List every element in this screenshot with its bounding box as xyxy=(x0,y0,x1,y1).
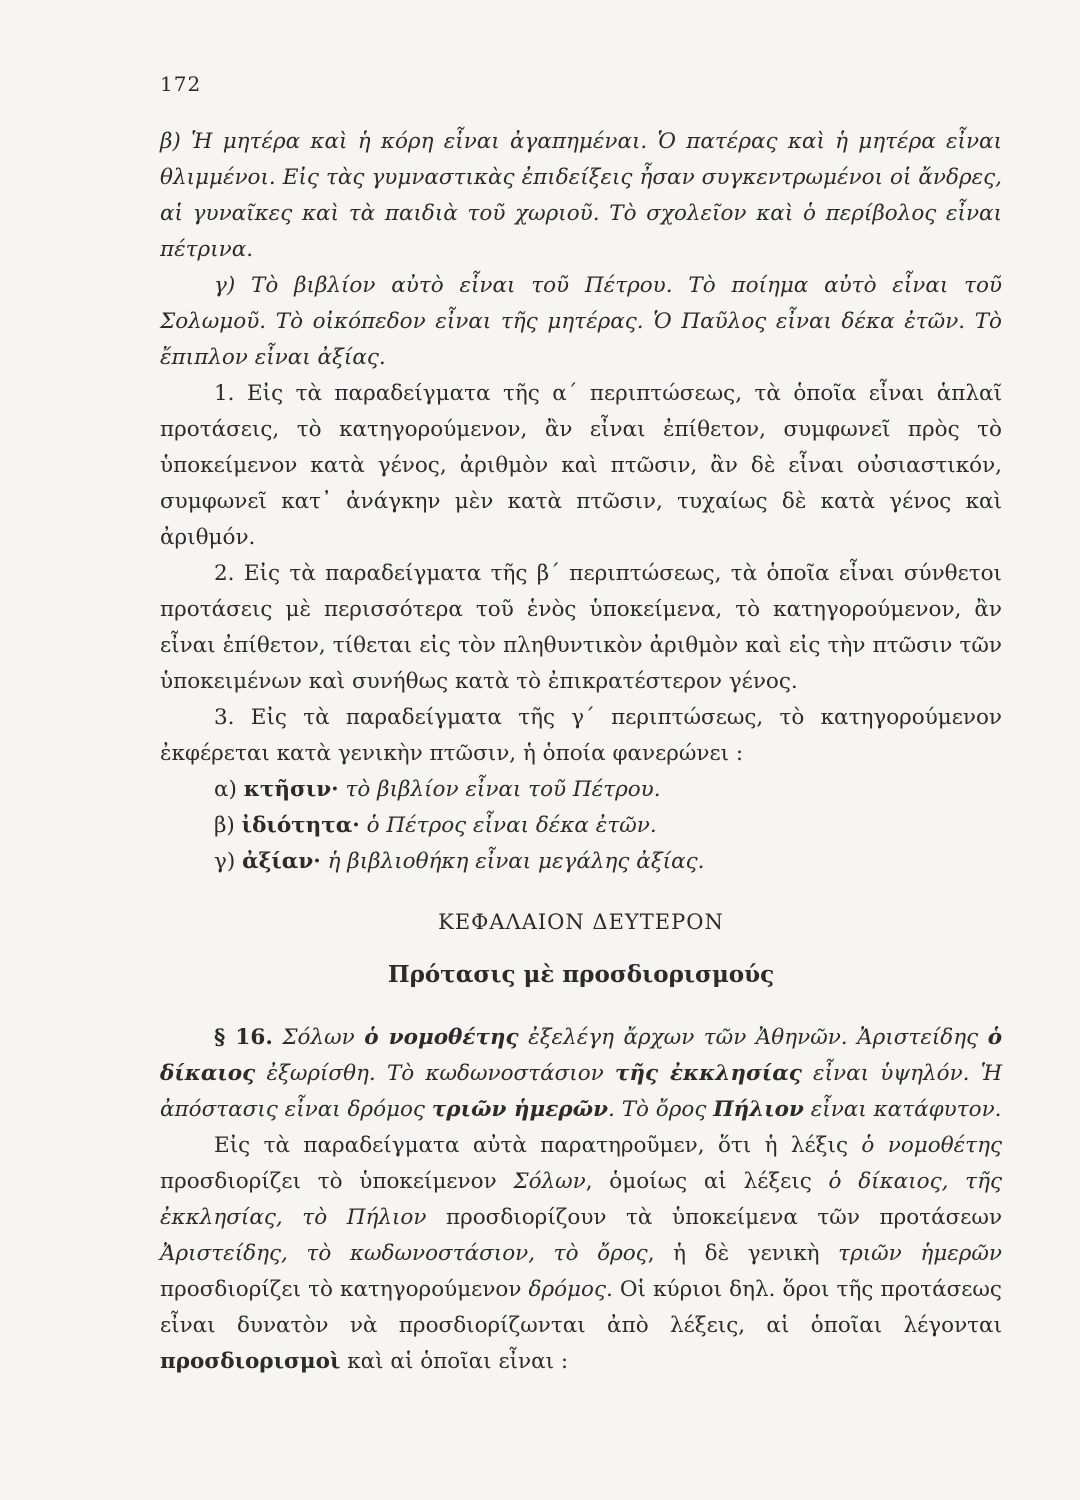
example-text: . xyxy=(608,1097,615,1122)
example-text: Ἀριστείδης xyxy=(857,1025,979,1050)
section-number: § 16. xyxy=(214,1025,273,1050)
list-example: ἡ βιβλιοθήκη εἶναι μεγάλης ἀξίας. xyxy=(327,849,705,874)
text-run: προσδιορίζει τὸ κατηγορούμενον xyxy=(160,1277,522,1302)
text-run: . Οἱ κύριοι δηλ. ὅροι τῆς προτάσεως εἶναι δυνατὸν νὰ προσδιορίζωνται ἀπὸ λέξεις, αἱ ὁποῖαι λέγονται xyxy=(160,1277,1002,1338)
list-item xyxy=(160,808,1002,844)
section-16-examples xyxy=(160,1020,1002,1128)
text-run: Εἰς τὰ παραδείγματα αὐτὰ παρατηροῦμεν, ὅτι ἡ λέξις xyxy=(214,1133,848,1158)
list-example: τὸ βιβλίον εἶναι τοῦ Πέτρου. xyxy=(345,777,661,802)
rule-3: 3. Εἰς τὰ παραδείγματα τῆς γ΄ περιπτώσεως, τὸ κατηγορούμενον ἐκφέρεται κατὰ γενικὴν πτῶσιν, ἡ ὁποία φανερώνει : xyxy=(160,705,1002,766)
list-marker: α) xyxy=(214,777,237,802)
page-number: 172 xyxy=(160,72,202,96)
list-term: κτῆσιν· xyxy=(243,777,339,802)
italic-term: Σόλων xyxy=(513,1169,586,1194)
example-highlight: ὁ νομοθέτης xyxy=(364,1025,519,1050)
list-marker: γ) xyxy=(214,849,236,874)
italic-term: Ἀριστείδης, τὸ κωδωνοστάσιον, τὸ ὄρος xyxy=(160,1241,648,1266)
list-item xyxy=(160,844,1002,880)
text-run: , ὁμοίως αἱ λέξεις xyxy=(585,1169,812,1194)
example-text: ἐξελέγη ἄρχων τῶν Ἀθηνῶν. xyxy=(528,1025,848,1050)
italic-term: δρόμος xyxy=(528,1277,606,1302)
section-title: Πρότασις μὲ προσδιορισμούς xyxy=(387,961,775,988)
explanation-paragraph xyxy=(160,1128,1002,1380)
rule-2: 2. Εἰς τὰ παραδείγματα τῆς β΄ περιπτώσεως, τὰ ὁποῖα εἶναι σύνθετοι προτάσεις μὲ περισσότερα τοῦ ἑνὸς ὑποκείμενα, τὸ κατηγορούμενον, ἂν εἶναι ἐπίθετον, τίθεται εἰς τὸν πληθυντικὸν ἀριθμὸν καὶ εἰς τὴν πτῶσιν τῶν ὑποκειμένων καὶ συνήθως κατὰ τὸ ἐπικρατέστερον γένος. xyxy=(160,561,1002,694)
text-run: προσδιορίζουν τὰ ὑποκείμενα τῶν προτάσεων xyxy=(445,1205,1003,1230)
example-highlight: τριῶν ἡμερῶν xyxy=(431,1097,608,1122)
list-item xyxy=(160,772,1002,808)
example-highlight: Πήλιον xyxy=(713,1097,804,1122)
list-term: ἰδιότητα· xyxy=(241,813,360,838)
example-highlight: τῆς ἐκκλησίας xyxy=(614,1061,802,1086)
rule-1: 1. Εἰς τὰ παραδείγματα τῆς α΄ περιπτώσεως, τὰ ὁποῖα εἶναι ἁπλαῖ προτάσεις, τὸ κατηγορούμενον, ἂν εἶναι ἐπίθετον, συμφωνεῖ πρὸς τὸ ὑποκείμενον κατὰ γένος, ἀριθμὸν καὶ πτῶσιν, ἂν δὲ εἶναι οὐσιαστικόν, συμφωνεῖ κατ᾽ ἀνάγκην μὲν κατὰ πτῶσιν, τυχαίως δὲ κατὰ γένος καὶ ἀριθμόν. xyxy=(160,381,1002,550)
italic-term: ὁ νομοθέτης xyxy=(861,1133,1003,1158)
text-run: καὶ αἱ ὁποῖαι εἶναι : xyxy=(347,1349,569,1374)
book-page xyxy=(160,72,1002,1380)
italic-term: ὁ δίκαιος, τῆς ἐκκλησίας, τὸ Πήλιον xyxy=(160,1169,1002,1230)
example-text: εἶναι ὑψηλόν. xyxy=(813,1061,970,1086)
list-term: ἀξίαν· xyxy=(242,849,321,874)
bold-term: προσδιορισμοὶ xyxy=(160,1349,341,1374)
example-text: εἶναι κατάφυτον. xyxy=(810,1097,1002,1122)
list-example: ὁ Πέτρος εἶναι δέκα ἐτῶν. xyxy=(366,813,657,838)
example-text: Ἡ ἀπόστασις εἶναι δρόμος xyxy=(160,1061,1003,1122)
italic-term: τριῶν ἡμερῶν xyxy=(838,1241,1002,1266)
chapter-heading: ΚΕΦΑΛΑΙΟΝ ΔΕΥΤΕΡΟΝ xyxy=(438,910,724,934)
paragraph-examples-b: β) Ἡ μητέρα καὶ ἡ κόρη εἶναι ἀγαπημέναι. Ὁ πατέρας καὶ ἡ μητέρα εἶναι θλιμμένοι. Εἰς τὰς γυμναστικὰς ἐπιδείξεις ἦσαν συγκεντρωμένοι οἱ ἄνδρες, αἱ γυναῖκες καὶ τὰ παιδιὰ τοῦ χωριοῦ. Τὸ σχολεῖον καὶ ὁ περίβολος εἶναι πέτρινα. xyxy=(160,129,1002,262)
example-text: Σόλων xyxy=(282,1025,355,1050)
example-text: Τὸ ὄρος xyxy=(621,1097,707,1122)
list-marker: β) xyxy=(214,813,235,838)
text-run: προσδιορίζει τὸ ὑποκείμενον xyxy=(160,1169,497,1194)
text-run: , ἡ δὲ γενικὴ xyxy=(647,1241,820,1266)
example-text: Τὸ κωδωνοστάσιον xyxy=(386,1061,604,1086)
example-highlight: ὁ δίκαιος xyxy=(160,1025,1003,1086)
paragraph-examples-g: γ) Τὸ βιβλίον αὐτὸ εἶναι τοῦ Πέτρου. Τὸ ποίημα αὐτὸ εἶναι τοῦ Σολωμοῦ. Τὸ οἰκόπεδον εἶναι τῆς μητέρας. Ὁ Παῦλος εἶναι δέκα ἐτῶν. Τὸ ἔπιπλον εἶναι ἀξίας. xyxy=(160,273,1002,370)
example-text: ἐξωρίσθη. xyxy=(266,1061,376,1086)
